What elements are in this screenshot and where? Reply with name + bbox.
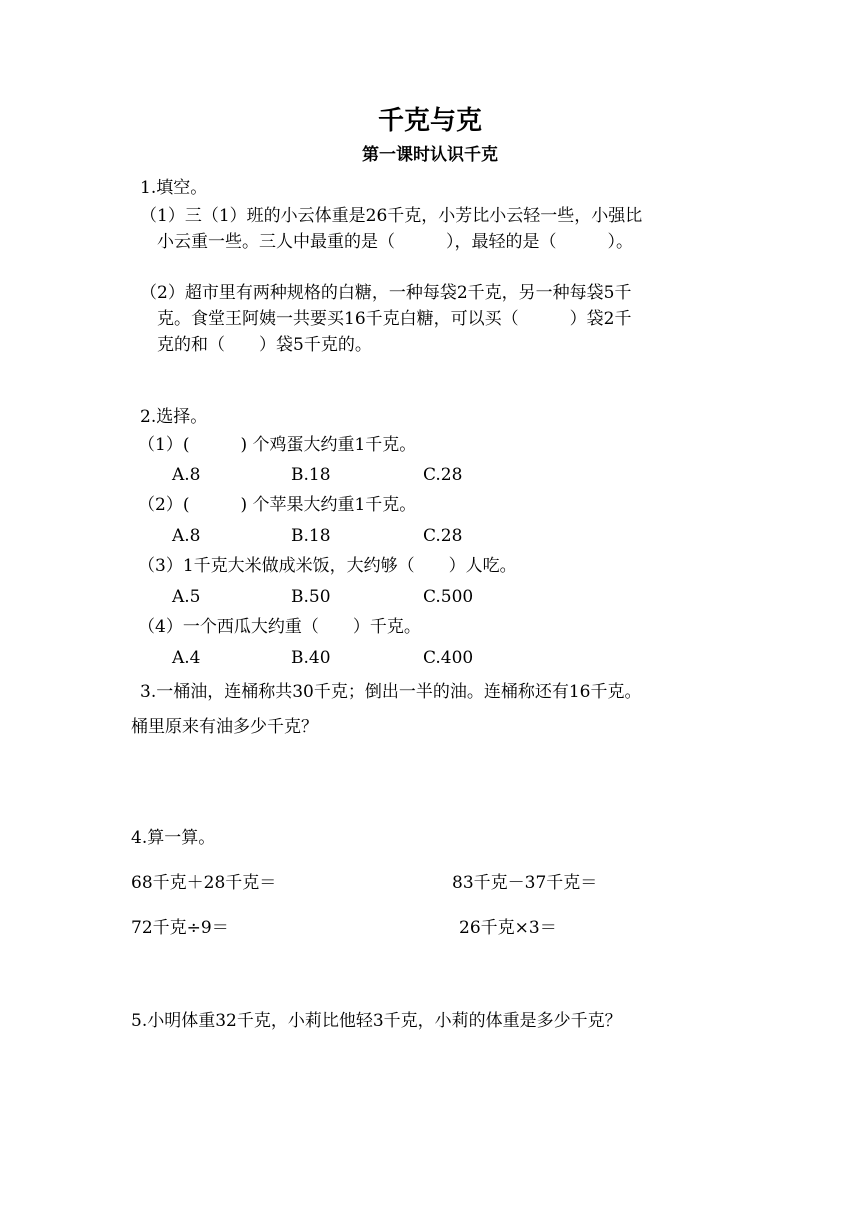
q2-item-2-option-c: C.28: [423, 526, 463, 546]
q1-p1-line2: 小云重一些。三人中最重的是（ ），最轻的是（ ）。: [157, 232, 633, 252]
q2-item-4-option-c: C.400: [423, 648, 474, 668]
q4-expr-2: 83千克－37千克＝: [452, 873, 598, 893]
q1-p1-line1: （1）三（1）班的小云体重是26千克，小芳比小云轻一些，小强比: [140, 206, 643, 226]
q2-item-4-option-b: B.40: [291, 648, 331, 668]
q2-item-1-option-b: B.18: [291, 465, 331, 485]
q3-line1: 3.一桶油，连桶称共30千克；倒出一半的油。连桶称还有16千克。: [140, 682, 642, 702]
q2-item-4-option-a: A.4: [172, 648, 201, 668]
q2-heading: 2.选择。: [140, 407, 208, 427]
page-subtitle: 第一课时认识千克: [362, 145, 498, 165]
q2-item-1-option-a: A.8: [172, 465, 201, 485]
q2-item-3-stem: （3）1千克大米做成米饭，大约够（ ）人吃。: [138, 556, 517, 576]
q3-line2: 桶里原来有油多少千克？: [131, 717, 318, 737]
q2-item-2-option-b: B.18: [291, 526, 331, 546]
q2-item-3-option-c: C.500: [423, 587, 474, 607]
q2-item-2-stem: （2）( ) 个苹果大约重1千克。: [138, 495, 417, 515]
q1-heading: 1.填空。: [140, 178, 208, 198]
q1-p2-line2: 克。食堂王阿姨一共要买16千克白糖，可以买（ ）袋2千: [157, 309, 632, 329]
q4-expr-4: 26千克×3＝: [459, 918, 557, 938]
page-title: 千克与克: [377, 106, 482, 136]
q4-expr-3: 72千克÷9＝: [131, 918, 229, 938]
q2-item-3-option-b: B.50: [291, 587, 331, 607]
q5-text: 5.小明体重32千克，小莉比他轻3千克，小莉的体重是多少千克？: [131, 1011, 622, 1031]
q2-item-2-option-a: A.8: [172, 526, 201, 546]
q1-p2-line3: 克的和（ ）袋5千克的。: [157, 335, 372, 355]
q2-item-1-stem: （1）( ) 个鸡蛋大约重1千克。: [138, 435, 417, 455]
q2-item-1-option-c: C.28: [423, 465, 463, 485]
q1-p2-line1: （2）超市里有两种规格的白糖，一种每袋2千克，另一种每袋5千: [140, 283, 632, 303]
q2-item-3-option-a: A.5: [172, 587, 201, 607]
q4-expr-1: 68千克＋28千克＝: [131, 873, 277, 893]
q4-heading: 4.算一算。: [131, 828, 216, 848]
q2-item-4-stem: （4）一个西瓜大约重（ ）千克。: [138, 617, 421, 637]
